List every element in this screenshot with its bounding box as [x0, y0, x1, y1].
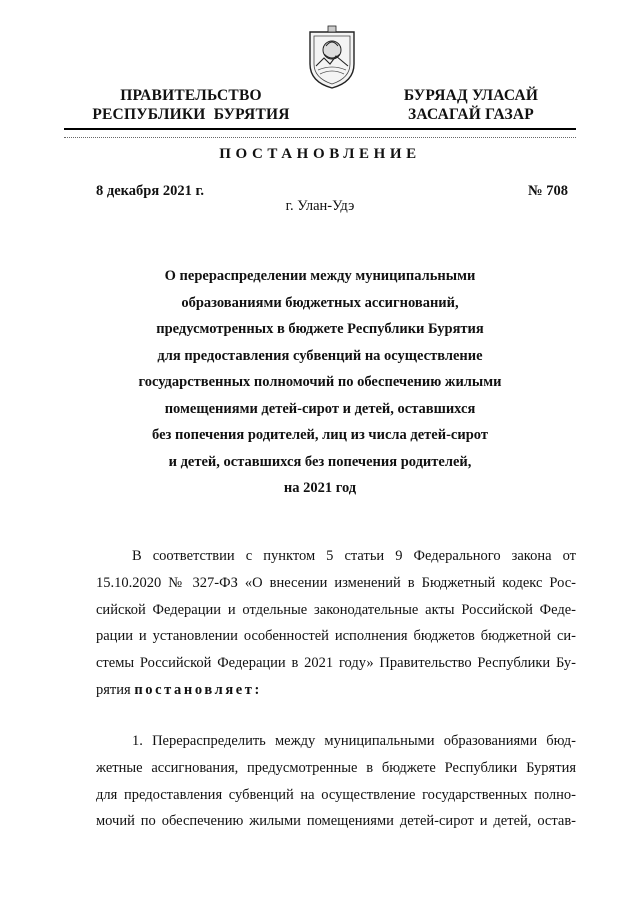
resolve-word: постановляет:	[134, 681, 262, 698]
government-name-buryat	[396, 86, 546, 124]
item-1-line: для предоставления субвенций на осуществление государственных полно-	[96, 786, 576, 803]
preamble-line: стемы Российской Федерации в 2021 году» Правительство Республики Бу-	[96, 655, 576, 672]
preamble-line: сийской Федерации и отдельные законодательные акты Российской Феде-	[96, 601, 576, 618]
title-line: государственных полномочий по обеспечению жилыми	[138, 374, 502, 390]
item-1-paragraph	[96, 728, 576, 835]
title-line: О перераспределении между муниципальными	[164, 268, 476, 284]
preamble-line: рации и установлении особенностей исполнения бюджетов бюджетной си-	[96, 628, 576, 645]
title-line: предусмотренных в бюджете Республики Бурятия	[156, 321, 484, 337]
preamble-last-line	[96, 677, 576, 704]
coat-of-arms-icon	[304, 24, 360, 90]
gov-right-line-1: БУРЯАД УЛАСАЙ	[403, 87, 539, 104]
title-line: образованиями бюджетных ассигнований,	[181, 294, 459, 311]
title-line: помещениями детей-сирот и детей, оставшихся	[164, 400, 476, 417]
preamble-last-prefix: рятия	[96, 681, 131, 698]
title-line: на 2021 год	[283, 480, 357, 496]
document-title	[120, 263, 520, 502]
gov-left-line-2: РЕСПУБЛИКИ БУРЯТИЯ	[92, 106, 290, 123]
item-1-line: мочий по обеспечению жилыми помещениями детей-сирот и детей, остав-	[96, 813, 576, 830]
preamble-line: В соответствии с пунктом 5 статьи 9 Федерального закона от	[132, 548, 576, 564]
item-1-line: жетные ассигнования, предусмотренные в бюджете Республики Бурятия	[96, 759, 576, 776]
header-rule	[64, 128, 576, 130]
preamble-line: 15.10.2020 № 327-ФЗ «О внесении изменений в Бюджетный кодекс Рос-	[96, 574, 576, 591]
header-dotted-rule	[64, 137, 576, 138]
title-line: и детей, оставшихся без попечения родителей,	[168, 453, 472, 470]
government-name-russian	[86, 86, 296, 124]
document-type: ПОСТАНОВЛЕНИЕ	[219, 146, 421, 162]
document-number: № 708	[528, 183, 568, 199]
gov-right-line-2: ЗАСАГАЙ ГАЗАР	[408, 106, 534, 123]
gov-left-line-1: ПРАВИТЕЛЬСТВО	[120, 87, 262, 104]
title-line: без попечения родителей, лиц из числа детей-сирот	[152, 427, 488, 443]
document-city: г. Улан-Удэ	[285, 198, 355, 214]
document-date: 8 декабря 2021 г.	[96, 183, 205, 199]
title-line: для предоставления субвенций на осуществление	[157, 347, 483, 364]
item-1-line: 1. Перераспределить между муниципальными образованиями бюд-	[132, 733, 576, 749]
preamble-paragraph	[96, 543, 576, 704]
